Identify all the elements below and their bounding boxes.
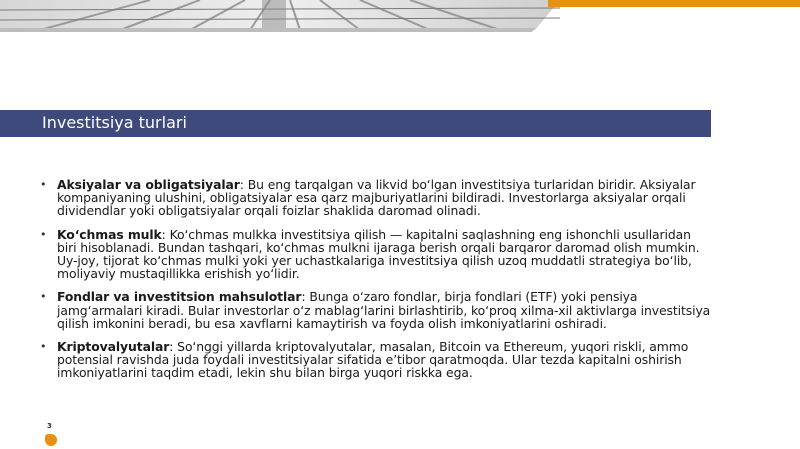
page-badge bbox=[43, 418, 59, 448]
page-marker-icon bbox=[45, 434, 57, 446]
accent-bar bbox=[548, 0, 800, 7]
bullet-text: : So‘nggi yillarda kriptovalyutalar, masalan, Bitcoin va Ethereum, yuqori riskli, ammo potensial ravishda juda foydali investitsiyalar sifatida e’tibor qaratmoqda. Ular tezda kapitalni oshirish imkoniyatlarini taqdim etadi, lekin shu bilan birga yuqori riskka ega. bbox=[57, 339, 689, 381]
bullet-list bbox=[40, 178, 712, 380]
list-item bbox=[40, 178, 712, 218]
bullet-dot-icon: • bbox=[40, 227, 47, 241]
bullet-term: Fondlar va investitsion mahsulotlar bbox=[57, 289, 302, 305]
bullet-term: Kriptovalyutalar bbox=[57, 339, 170, 355]
bullet-dot-icon: • bbox=[40, 290, 47, 304]
bullet-text: : Ko‘chmas mulkka investitsiya qilish — kapitalni saqlashning eng ishonchli usullaridan biri hisoblanadi. Bundan tashqari, ko‘chmas mulkni ijaraga berish orqali barqaror daromad olish mumkin. Uy-joy, tijorat ko‘chmas mulki yoki yer uchastkalariga investitsiya qilish uzoq muddatli strategiya bo‘lib, moliyaviy mustaqillikka erishish yo‘lidir. bbox=[57, 226, 700, 282]
title-band bbox=[0, 110, 711, 137]
bullet-text: : Bunga o‘zaro fondlar, birja fondlari (ETF) yoki pensiya jamg‘armalari kiradi. Bular investorlar o‘z mablag‘larini birlashtirib, ko‘proq xilma-xil aktivlarga investitsiya qilish imkonini beradi, bu esa xavflarni kamaytirish va foyda olish imkoniyatlarini oshiradi. bbox=[57, 289, 711, 331]
slide-title: Investitsiya turlari bbox=[42, 113, 187, 132]
bullet-dot-icon: • bbox=[40, 178, 47, 191]
slide-content bbox=[40, 178, 712, 390]
bullet-term: Ko‘chmas mulk bbox=[57, 226, 162, 242]
header-photo-strip bbox=[0, 0, 560, 32]
bullet-term: Aksiyalar va obligatsiyalar bbox=[57, 177, 240, 192]
list-item bbox=[40, 228, 712, 281]
bullet-text: : Bu eng tarqalgan va likvid bo‘lgan investitsiya turlaridan biridir. Aksiyalar kompaniyaning ulushini, obligatsiyalar esa qarz majburiyatlarini bildiradi. Investorlarga aksiyalar orqali dividendlar yoki obligatsiyalar orqali foizlar shaklida daromad olinadi. bbox=[57, 177, 696, 219]
list-item bbox=[40, 290, 712, 330]
page-number: 3 bbox=[47, 422, 52, 430]
list-item bbox=[40, 340, 712, 380]
bullet-dot-icon: • bbox=[40, 340, 47, 354]
